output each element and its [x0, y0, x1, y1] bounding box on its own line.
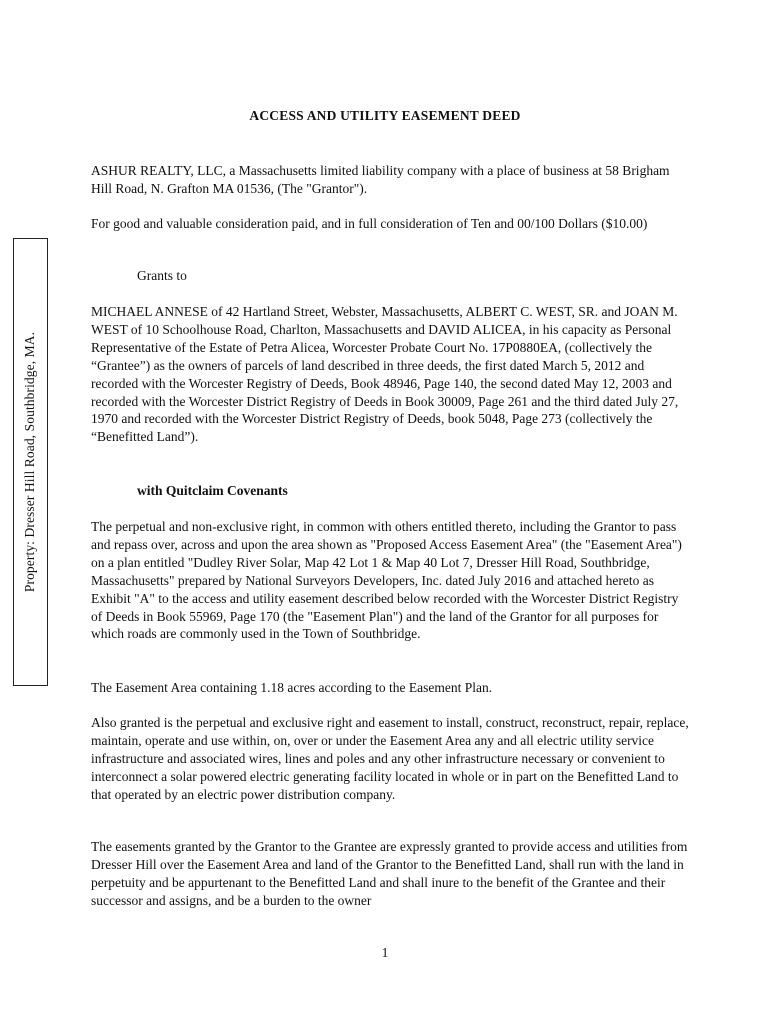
easement-area-paragraph: The Easement Area containing 1.18 acres according to the Easement Plan. [91, 680, 493, 695]
page-number: 1 [381, 945, 389, 960]
document-title: ACCESS AND UTILITY EASEMENT DEED [249, 108, 521, 123]
easements-purpose-paragraph: The easements granted by the Grantor to the Grantee are expressly granted to provide access and utilities from Dresser Hill over the Easement Area and land of the Grantor to the Benefitted Land, shall run with the land in perpetuity and be appurtenant to the Benefitted Land and shall inure to the benefit of the Grantee and their successor and assigns, and be a burden to the owner [91, 839, 688, 908]
utility-rights-paragraph: Also granted is the perpetual and exclusive right and easement to install, construct, reconstruct, repair, replace, maintain, operate and use within, on, over or under the Easement Area any and all electric utility service infrastructure and associated wires, lines and poles and any other infrastructure necessary or convenient to interconnect a solar powered electric generating facility located in whole or in part on the Benefitted Land to that operated by an electric power distribution company. [91, 715, 689, 802]
quitclaim-covenants: with Quitclaim Covenants [137, 483, 288, 498]
consideration-paragraph: For good and valuable consideration paid, and in full consideration of Ten and 00/100 Dollars ($10.00) [91, 216, 648, 231]
property-side-label: Property: Dresser Hill Road, Southbridge, MA. [22, 331, 37, 593]
grantee-paragraph: MICHAEL ANNESE of 42 Hartland Street, Webster, Massachusetts, ALBERT C. WEST, SR. and JOAN M. WEST of 10 Schoolhouse Road, Charlton, Massachusetts and DAVID ALICEA, in his capacity as Personal Representative of the Estate of Petra Alicea, Worcester Probate Court No. 17P0880EA, (collectively the “Grantee”) as the owners of parcels of land described in three deeds, the first dated March 5, 2012 and recorded with the Worcester Registry of Deeds, Book 48946, Page 140, the second dated May 12, 2003 and recorded with the Worcester District Registry of Deeds in Book 30009, Page 261 and the third dated July 27, 1970 and recorded with the Worcester District Registry of Deeds, book 5048, Page 273 (collectively the “Benefitted Land”). [91, 304, 679, 445]
easement-right-paragraph: The perpetual and non-exclusive right, in common with others entitled thereto, including the Grantor to pass and repass over, across and upon the area shown as "Proposed Access Easement Area" (the "Easement Area") on a plan entitled "Dudley River Solar, Map 42 Lot 1 & Map 40 Lot 7, Dresser Hill Road, Southbridge, Massachusetts" prepared by National Surveyors Developers, Inc. dated July 2016 and attached hereto as Exhibit "A" to the access and utility easement described below recorded with the Worcester District Registry of Deeds in Book 55969, Page 170 (the "Easement Plan") and the land of the Grantor for all purposes for which roads are commonly used in the Town of Southbridge. [91, 519, 682, 642]
grants-to-label: Grants to [137, 268, 187, 283]
grantor-paragraph: ASHUR REALTY, LLC, a Massachusetts limited liability company with a place of business at 58 Brigham Hill Road, N. Grafton MA 01536, (The "Grantor"). [91, 163, 670, 196]
